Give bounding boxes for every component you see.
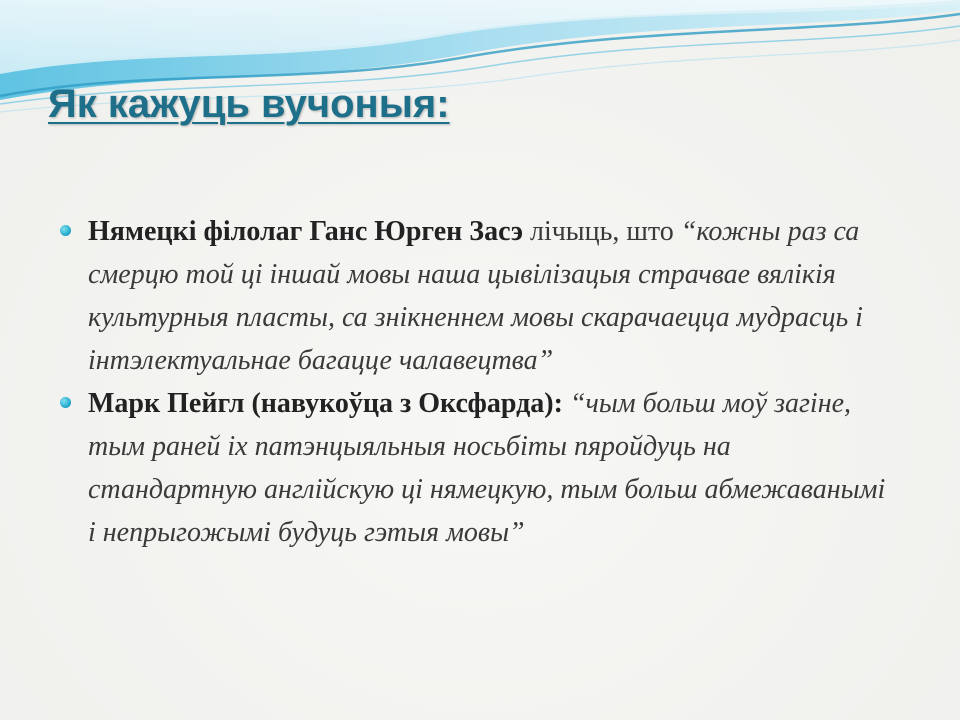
slide-title: Як кажуць вучоныя: [48,82,450,126]
bullet-dot-icon [60,225,71,236]
bullet-speaker: Марк Пейгл (навукоўца з Оксфарда): [88,388,563,419]
bullet-intro-text: лічыць, што [522,216,674,247]
bullet-quote: “чым больш моў загіне, тым раней іх патэнцыяльныя носьбіты пяройдуць на стандартную англійскую ці нямецкую, тым больш абмежаванымі і непрыгожымі будуць гэтыя мовы” [88,388,886,548]
bullet-list [60,210,890,554]
bullet-item-zase [60,210,890,382]
bullet-dot-icon [60,397,71,408]
bullet-quote: “кожны раз са смерцю той ці іншай мовы наша цывілізацыя страчвае вялікія культурныя пласты, са знікненнем мовы скарачаецца мудрасць і інтэлектуальнае багацце чалавецтва” [88,216,863,376]
bullet-item-pagel [60,382,890,554]
bullet-speaker: Нямецкі філолаг Ганс Юрген Засэ [88,216,523,247]
